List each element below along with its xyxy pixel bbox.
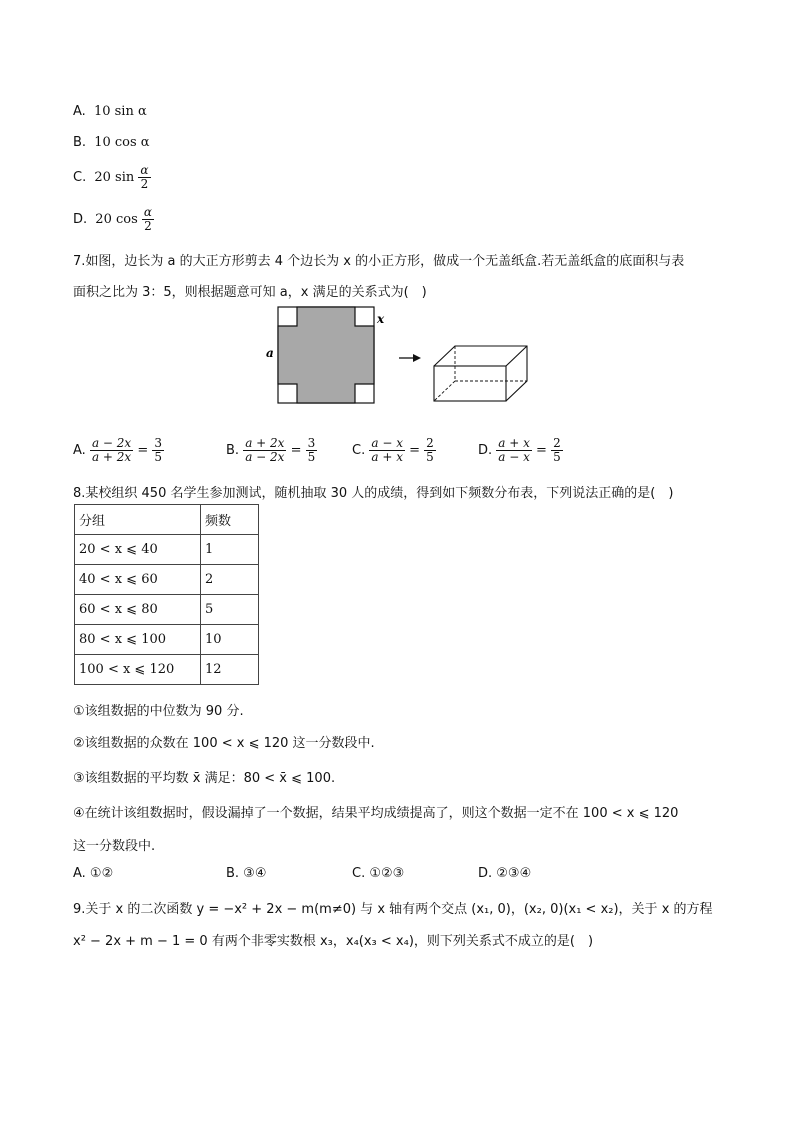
- q8-statement-1: ①该组数据的中位数为 90 分.: [73, 704, 244, 719]
- table-header-group: 分组: [75, 505, 201, 535]
- arrow-head: [413, 354, 421, 362]
- q6-c-fraction: $\frac{\alpha}{2}$: [140, 163, 149, 191]
- q6-option-c: C. 20 sin $\frac{\alpha}{2}$: [73, 163, 149, 191]
- q7-option-a: A. $\frac{a - 2x}{a + 2x}$ = $\frac{3}{5}$: [73, 436, 163, 464]
- table-row: 40 < x ⩽ 60 2: [75, 565, 259, 595]
- box-hidden-edges: [455, 346, 527, 381]
- q6-option-a: A. 10 sin α: [73, 104, 147, 119]
- fig-label-a: a: [266, 346, 274, 360]
- q7-option-d: D. $\frac{a + x}{a - x}$ = $\frac{2}{5}$: [478, 436, 561, 464]
- corner-square-bl: [278, 384, 297, 403]
- table-row: 100 < x ⩽ 120 12: [75, 655, 259, 685]
- q6-option-b: B. 10 cos α: [73, 135, 150, 150]
- table-header-row: [75, 505, 259, 535]
- q7-figure: [262, 305, 534, 407]
- q8-option-a: A. ①②: [73, 866, 114, 881]
- frequency-table: [74, 504, 259, 685]
- table-header-frequency: 频数: [201, 505, 259, 535]
- q9-stem-line2: x² − 2x + m − 1 = 0 有两个非零实数根 x₃，x₄(x₃ < x₄)，则下列关系式不成立的是( ): [73, 934, 594, 949]
- table-row: 20 < x ⩽ 40 1: [75, 535, 259, 565]
- corner-square-br: [355, 384, 374, 403]
- q7-option-b: B. $\frac{a + 2x}{a - 2x}$ = $\frac{3}{5}$: [226, 436, 316, 464]
- q8-option-d: D. ②③④: [478, 866, 532, 881]
- q7-stem-line2: 面积之比为 3：5，则根据题意可知 a，x 满足的关系式为( ): [73, 285, 427, 300]
- q7-stem-line1: 7.如图，边长为 a 的大正方形剪去 4 个边长为 x 的小正方形，做成一个无盖纸盒.若无盖纸盒的底面积与表: [73, 254, 685, 269]
- q8-statement-2: ②该组数据的众数在 100 < x ⩽ 120 这一分数段中.: [73, 736, 375, 751]
- table-row: 60 < x ⩽ 80 5: [75, 595, 259, 625]
- q8-statement-3: ③该组数据的平均数 x̄ 满足：80 < x̄ ⩽ 100.: [73, 771, 336, 786]
- q8-statement-4-line1: ④在统计该组数据时，假设漏掉了一个数据，结果平均成绩提高了，则这个数据一定不在 100 < x ⩽ 120: [73, 806, 679, 821]
- q8-option-c: C. ①②③: [352, 866, 405, 881]
- corner-square-tr: [355, 307, 374, 326]
- box-top-side: [434, 346, 527, 401]
- q8-option-b: B. ③④: [226, 866, 267, 881]
- q6-d-fraction: $\frac{\alpha}{2}$: [143, 205, 152, 233]
- corner-square-tl: [278, 307, 297, 326]
- q9-stem-line1: 9.关于 x 的二次函数 y = −x² + 2x − m(m≠0) 与 x 轴有两个交点 (x₁, 0)，(x₂, 0)(x₁ < x₂)，关于 x 的方程: [73, 902, 713, 917]
- fig-label-x: x: [377, 312, 385, 326]
- table-row: 80 < x ⩽ 100 10: [75, 625, 259, 655]
- box-front: [434, 366, 506, 401]
- q8-stem: 8.某校组织 450 名学生参加测试，随机抽取 30 人的成绩，得到如下频数分布表，下列说法正确的是( ): [73, 486, 674, 501]
- shaded-region: [278, 307, 374, 403]
- q8-statement-4-line2: 这一分数段中.: [73, 839, 156, 854]
- q6-option-d: D. 20 cos $\frac{\alpha}{2}$: [73, 205, 152, 233]
- q7-option-c: C. $\frac{a - x}{a + x}$ = $\frac{2}{5}$: [352, 436, 434, 464]
